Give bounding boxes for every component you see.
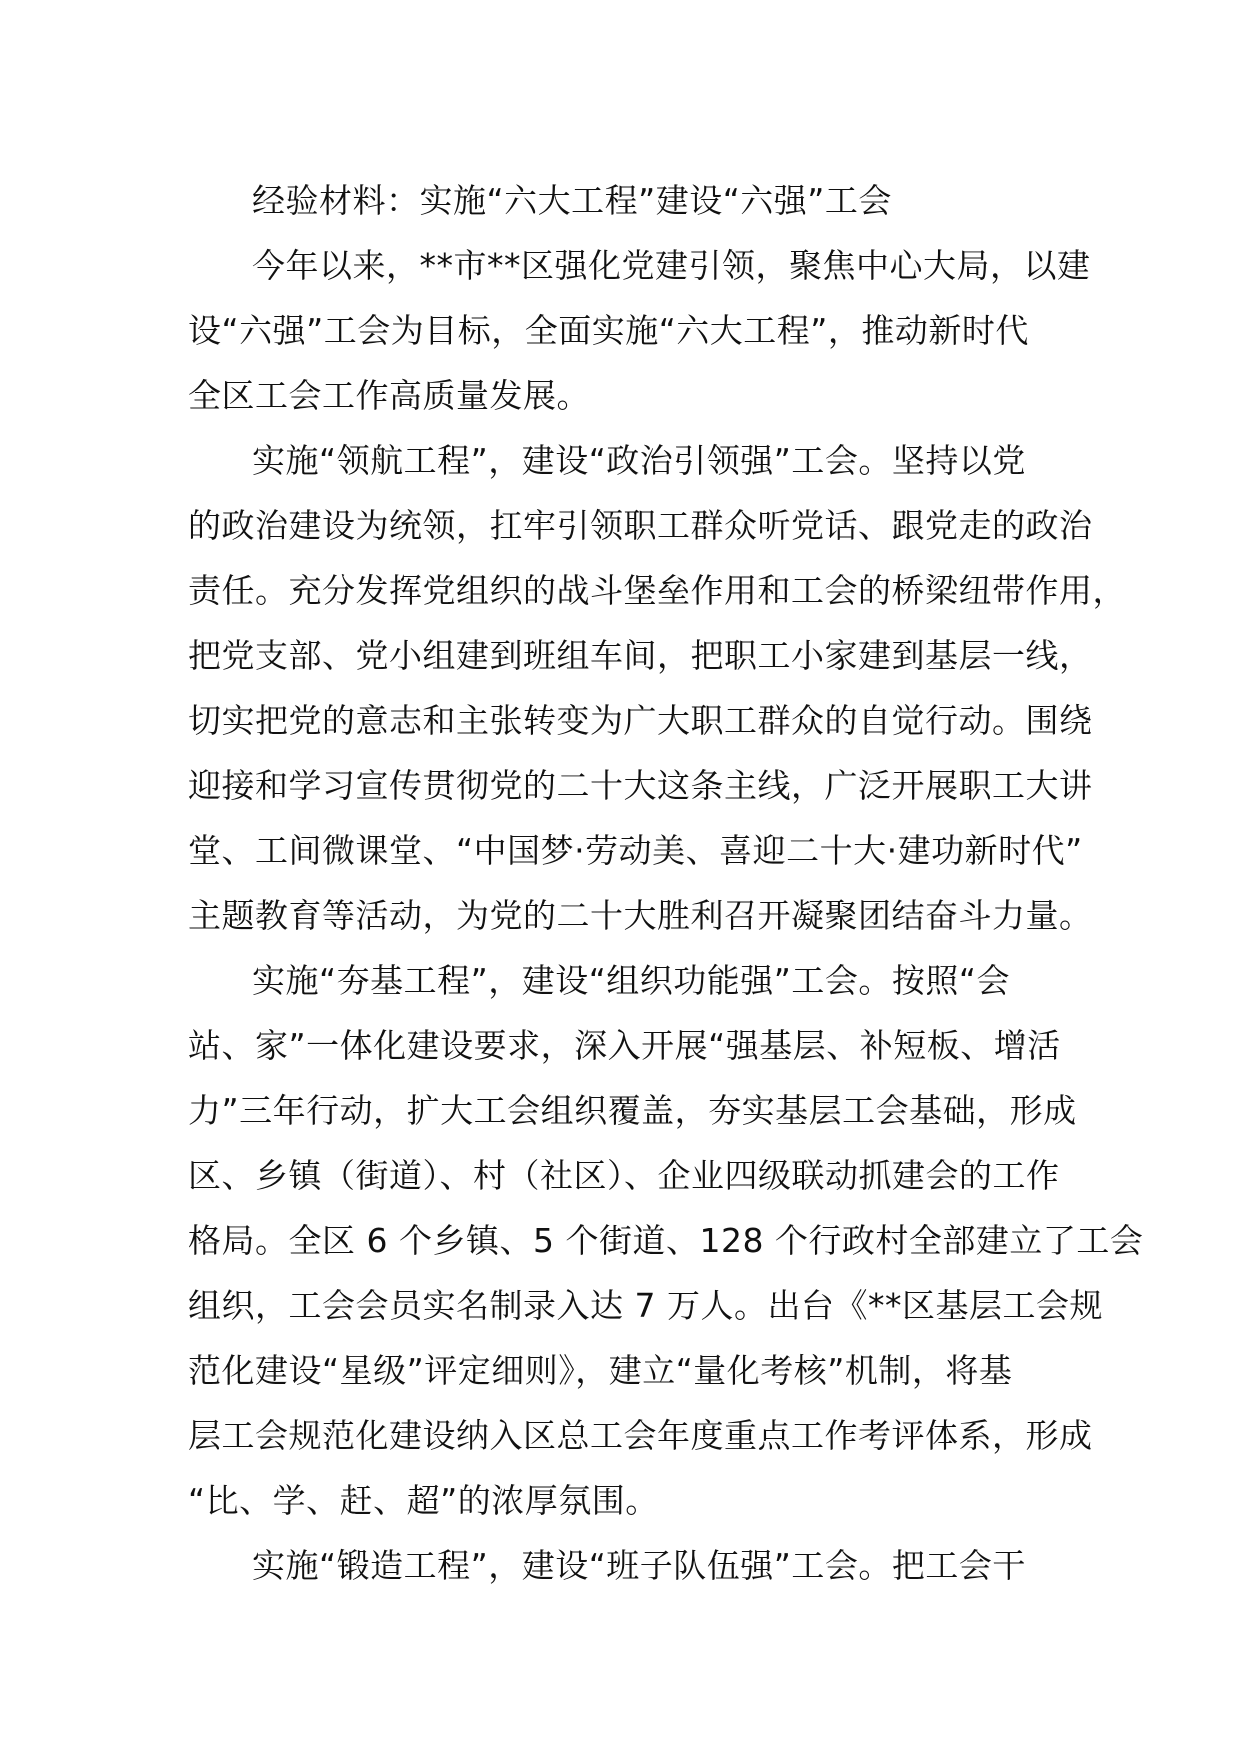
paragraph-line: 今年以来，**市**区强化党建引领，聚焦中心大局，以建 <box>252 246 1091 285</box>
paragraph-line: 格局。全区 6 个乡镇、5 个街道、128 个行政村全部建立了工会 <box>188 1221 1144 1260</box>
paragraph-line: 堂、工间微课堂、“中国梦·劳动美、喜迎二十大·建功新时代” <box>188 831 1083 870</box>
paragraph-line: “比、学、赶、超”的浓厚氛围。 <box>188 1481 659 1520</box>
paragraph-line: 组织，工会会员实名制录入达 7 万人。出台《**区基层工会规 <box>188 1286 1103 1325</box>
paragraph <box>188 1533 1068 1598</box>
paragraph-line: 实施“锻造工程”，建设“班子队伍强”工会。把工会干 <box>252 1546 1026 1585</box>
paragraph <box>188 948 1144 1533</box>
paragraph <box>188 428 1126 948</box>
paragraph-line: 主题教育等活动，为党的二十大胜利召开凝聚团结奋斗力量。 <box>188 896 1093 935</box>
paragraph-line: 责任。充分发挥党组织的战斗堡垒作用和工会的桥梁纽带作用， <box>188 571 1126 610</box>
document-title: 经验材料：实施“六大工程”建设“六强”工会 <box>252 181 892 220</box>
paragraph-line: 区、乡镇（街道）、村（社区）、企业四级联动抓建会的工作 <box>188 1156 1060 1195</box>
paragraph-line: 站、家”一体化建设要求，深入开展“强基层、补短板、增活 <box>188 1026 1061 1065</box>
paragraph <box>188 233 1091 428</box>
paragraph-line: 切实把党的意志和主张转变为广大职工群众的自觉行动。围绕 <box>188 701 1093 740</box>
paragraph-line: 迎接和学习宣传贯彻党的二十大这条主线，广泛开展职工大讲 <box>188 766 1093 805</box>
paragraph-line: 的政治建设为统领，扛牢引领职工群众听党话、跟党走的政治 <box>188 506 1093 545</box>
document-body <box>188 168 1144 1598</box>
paragraph-line: 全区工会工作高质量发展。 <box>188 376 590 415</box>
paragraph-line: 层工会规范化建设纳入区总工会年度重点工作考评体系，形成 <box>188 1416 1093 1455</box>
paragraph-line: 范化建设“星级”评定细则》，建立“量化考核”机制，将基 <box>188 1351 1013 1390</box>
paragraph-line: 力”三年行动，扩大工会组织覆盖，夯实基层工会基础，形成 <box>188 1091 1077 1130</box>
paragraph-line: 实施“领航工程”，建设“政治引领强”工会。坚持以党 <box>252 441 1026 480</box>
paragraph-line: 实施“夯基工程”，建设“组织功能强”工会。按照“会 <box>252 961 1010 1000</box>
paragraph-line: 设“六强”工会为目标，全面实施“六大工程”，推动新时代 <box>188 311 1029 350</box>
paragraph-line: 把党支部、党小组建到班组车间，把职工小家建到基层一线， <box>188 636 1093 675</box>
